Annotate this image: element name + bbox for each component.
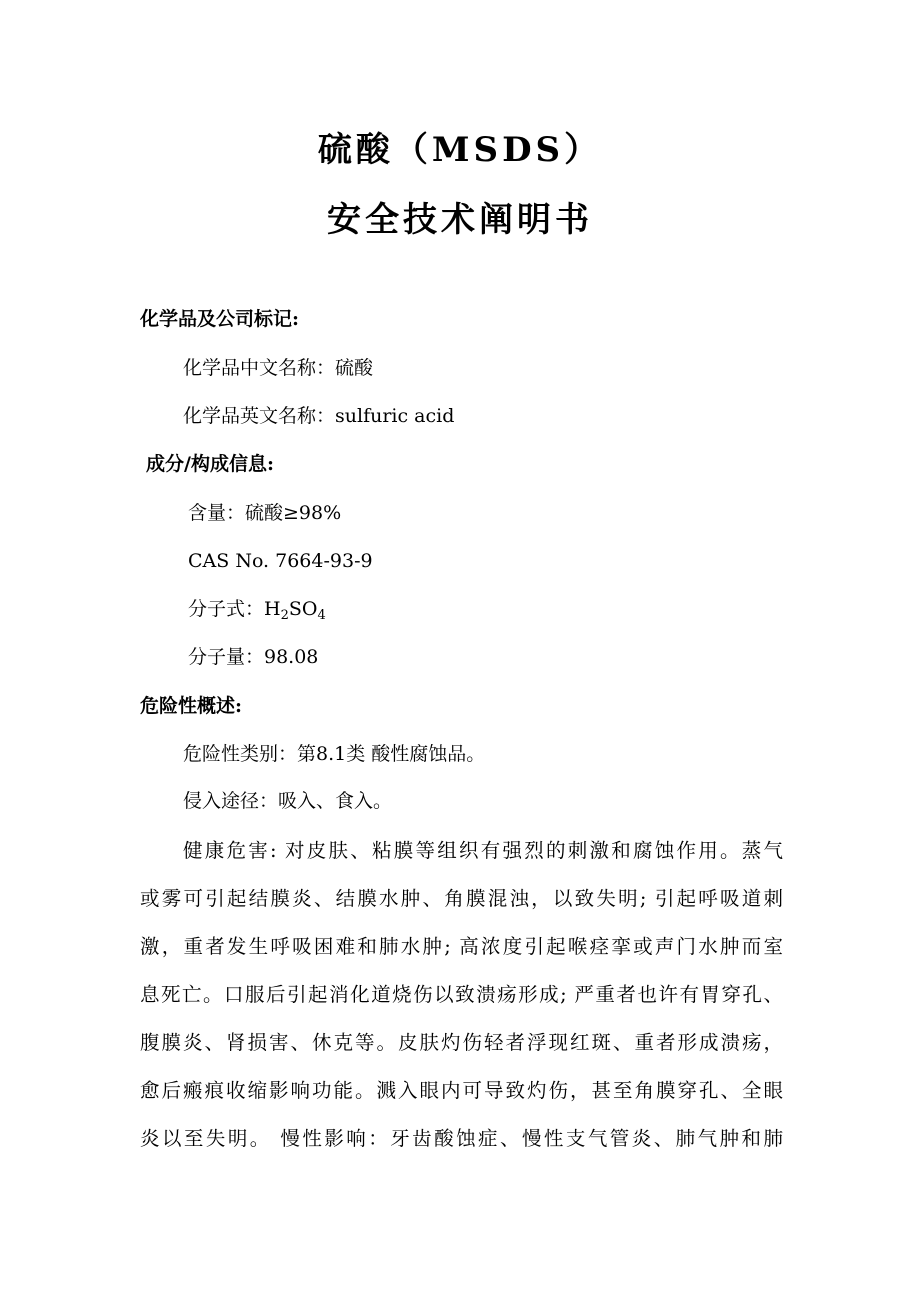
cas-number: CAS No. 7664-93-9 — [188, 550, 373, 572]
health-line: 健康危害: 对皮肤、粘膜等组织有强烈的刺激和腐蚀作用。蒸气 — [183, 839, 783, 862]
molecular-weight: 分子量：98.08 — [188, 646, 319, 668]
formula-so: SO — [288, 598, 318, 620]
english-name: 化学品英文名称：sulfuric acid — [183, 405, 455, 427]
entry-route: 侵入途径：吸入、食入。 — [183, 790, 393, 812]
section-heading-composition: 成分/构成信息: — [146, 453, 274, 475]
section-heading-hazards: 危险性概述: — [140, 695, 243, 717]
health-line: 腹膜炎、肾损害、休克等。皮肤灼伤轻者浮现红斑、重者形成溃疡， — [140, 1031, 783, 1054]
content: 含量：硫酸≥98% — [188, 502, 342, 524]
title-line-1: 硫酸（MSDS） — [317, 130, 603, 170]
chinese-name: 化学品中文名称：硫酸 — [183, 357, 374, 379]
formula-h: H — [264, 598, 281, 620]
health-line: 愈后瘢痕收缩影响功能。溅入眼内可导致灼伤，甚至角膜穿孔、全眼 — [140, 1079, 783, 1102]
section-heading-identification: 化学品及公司标记: — [140, 308, 300, 330]
molecular-formula — [188, 600, 326, 622]
health-line: 或雾可引起结膜炎、结膜水肿、角膜混浊，以致失明; 引起呼吸道刺 — [140, 887, 783, 910]
title-line-2: 安全技术阐明书 — [327, 200, 593, 240]
formula-sub-4: 4 — [317, 608, 326, 623]
health-line: 炎以至失明。 慢性影响：牙齿酸蚀症、慢性支气管炎、肺气肿和肺 — [140, 1127, 783, 1150]
formula-label: 分子式： — [188, 598, 265, 620]
hazard-category: 危险性类别：第8.1类 酸性腐蚀品。 — [183, 743, 486, 765]
formula-sub-2: 2 — [280, 608, 289, 623]
health-line: 激，重者发生呼吸困难和肺水肿; 高浓度引起喉痉挛或声门水肿而室 — [140, 935, 783, 958]
health-line: 息死亡。口服后引起消化道烧伤以致溃疡形成; 严重者也许有胃穿孔、 — [140, 983, 783, 1006]
